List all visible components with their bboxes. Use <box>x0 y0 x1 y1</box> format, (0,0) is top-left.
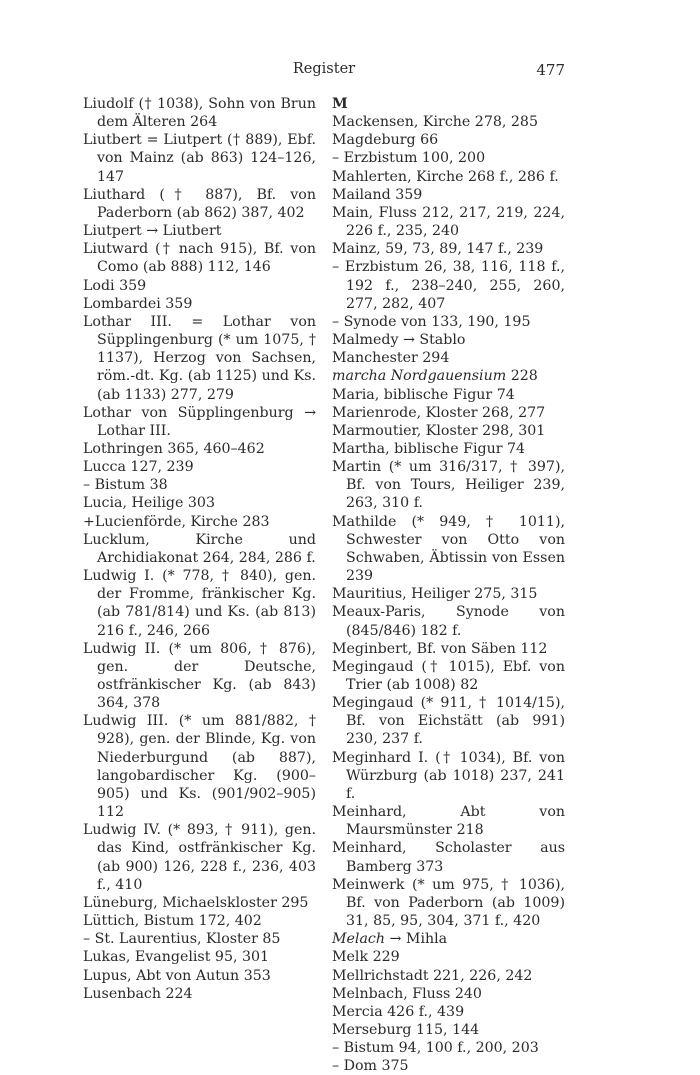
index-entry: Liuthard († 887), Bf. von Paderborn (ab 862) 387, 402 <box>83 186 316 221</box>
letter-heading: M <box>332 96 348 112</box>
index-entry: Marmoutier, Kloster 298, 301 <box>332 422 546 439</box>
index-entry: Lupus, Abt von Autun 353 <box>83 967 271 984</box>
index-entry: Mahlerten, Kirche 268 f., 286 f. <box>332 168 559 185</box>
index-entry: Mathilde (* 949, † 1011), Schwester von Otto von Schwaben, Äbtissin von Essen 239 <box>332 513 565 585</box>
index-entry: Main, Fluss 212, 217, 219, 224, 226 f., 235, 240 <box>332 204 565 240</box>
index-entry: Magdeburg 66 <box>332 132 439 149</box>
index-entry: Ludwig IV. (* 893, † 911), gen. das Kind, ostfränkischer Kg. (ab 900) 126, 228 f., 236, 403 f., 410 <box>83 822 316 893</box>
index-entry: Meaux-Paris, Synode von (845/846) 182 f. <box>332 604 565 639</box>
entry-suffix: 228 <box>506 368 538 385</box>
index-entry: Malmedy → Stablo <box>332 332 466 349</box>
index-entry: Lüttich, Bistum 172, 402 <box>83 913 262 930</box>
index-entry: – Dom 375 <box>332 1058 409 1075</box>
index-entry: – St. Laurentius, Kloster 85 <box>83 931 281 948</box>
index-entry: Ludwig III. (* um 881/882, † 928), gen. der Blinde, Kg. von Niederburgund (ab 887), langobardischer Kg. (900–905) und Ks. (901/902–905) 112 <box>83 713 316 821</box>
index-entry: Lothar III. = Lothar von Süpplingenburg (* um 1075, † 1137), Herzog von Sachsen, röm.-dt. Kg. (ab 1125) und Ks. (ab 1133) 277, 279 <box>83 313 316 403</box>
entry-term-italic: marcha Nordgauensium <box>332 368 507 385</box>
index-entry: Lombardei 359 <box>83 295 193 312</box>
index-entry: Mailand 359 <box>332 186 423 203</box>
page-number: 477 <box>536 61 565 79</box>
index-entry: Martha, biblische Figur 74 <box>332 440 526 457</box>
index-entry: Mackensen, Kirche 278, 285 <box>332 114 538 131</box>
index-entry: Lusenbach 224 <box>83 985 193 1002</box>
index-entry: Ludwig II. (* um 806, † 876), gen. der Deutsche, ostfränkischer Kg. (ab 843) 364, 378 <box>83 640 316 712</box>
index-entry: Liutward († nach 915), Bf. von Como (ab 888) 112, 146 <box>83 241 316 276</box>
index-entry: Ludwig I. (* 778, † 840), gen. der Fromme, fränkischer Kg. (ab 781/814) und Ks. (ab 813) 216 f., 246, 266 <box>83 568 316 639</box>
index-entry <box>332 930 565 948</box>
index-entry: Melnbach, Fluss 240 <box>332 985 482 1002</box>
index-entry: Lothar von Süpplingenburg → Lothar III. <box>83 404 316 439</box>
index-entry: Lothringen 365, 460–462 <box>83 440 265 457</box>
index-entry: Meinwerk (* um 975, † 1036), Bf. von Paderborn (ab 1009) 31, 85, 95, 304, 371 f., 420 <box>332 876 565 930</box>
index-entry: Megingaud († 1015), Ebf. von Trier (ab 1008) 82 <box>332 658 565 693</box>
index-entry <box>332 367 565 385</box>
index-entry: – Erzbistum 100, 200 <box>332 150 486 167</box>
index-entry: – Synode von 133, 190, 195 <box>332 313 531 330</box>
index-entry: Lüneburg, Michaelskloster 295 <box>83 894 309 911</box>
index-entry: Mainz, 59, 73, 89, 147 f., 239 <box>332 241 544 258</box>
index-column-right <box>332 95 565 1075</box>
index-entry: Meinhard, Scholaster aus Bamberg 373 <box>332 840 565 875</box>
index-entry: Liutbert = Liutpert († 889), Ebf. von Mainz (ab 863) 124–126, 147 <box>83 132 316 185</box>
index-entry: Marienrode, Kloster 268, 277 <box>332 404 546 421</box>
index-entry: Merseburg 115, 144 <box>332 1021 480 1038</box>
index-entry: Lucia, Heilige 303 <box>83 495 215 512</box>
index-entry: Meginbert, Bf. von Säben 112 <box>332 640 548 657</box>
index-entry: Lodi 359 <box>83 277 147 294</box>
index-entry: Melk 229 <box>332 949 400 966</box>
entry-term-italic: Melach <box>332 931 386 948</box>
index-entry: – Bistum 94, 100 f., 200, 203 <box>332 1040 539 1057</box>
index-entry: Meinhard, Abt von Maursmünster 218 <box>332 804 565 839</box>
index-entry: Liutpert → Liutbert <box>83 223 222 240</box>
index-entry: Mellrichstadt 221, 226, 242 <box>332 967 533 984</box>
index-entry: +Lucienförde, Kirche 283 <box>83 513 270 530</box>
index-entry: Megingaud (* 911, † 1014/15), Bf. von Eichstätt (ab 991) 230, 237 f. <box>332 695 565 748</box>
running-title: Register <box>292 61 356 77</box>
index-entry: Meginhard I. († 1034), Bf. von Würzburg (ab 1018) 237, 241 f. <box>332 749 565 802</box>
entry-suffix: → Mihla <box>385 931 448 948</box>
running-header <box>83 61 565 81</box>
index-entry: Manchester 294 <box>332 350 450 367</box>
index-entry: Mauritius, Heiliger 275, 315 <box>332 586 538 603</box>
index-entry: – Bistum 38 <box>83 477 168 494</box>
index-entry: Martin (* um 316/317, † 397), Bf. von Tours, Heiliger 239, 263, 310 f. <box>332 459 565 512</box>
index-entry: Lukas, Evangelist 95, 301 <box>83 949 270 966</box>
index-entry: Liudolf († 1038), Sohn von Brun dem Älteren 264 <box>83 96 316 131</box>
index-entry: Lucca 127, 239 <box>83 459 194 476</box>
index-entry: Lucklum, Kirche und Archidiakonat 264, 284, 286 f. <box>83 531 316 566</box>
index-column-left <box>83 95 316 1003</box>
index-entry: Maria, biblische Figur 74 <box>332 386 515 403</box>
index-entry: – Erzbistum 26, 38, 116, 118 f., 192 f., 238–240, 255, 260, 277, 282, 407 <box>332 259 565 312</box>
index-entry: Mercia 426 f., 439 <box>332 1003 465 1020</box>
